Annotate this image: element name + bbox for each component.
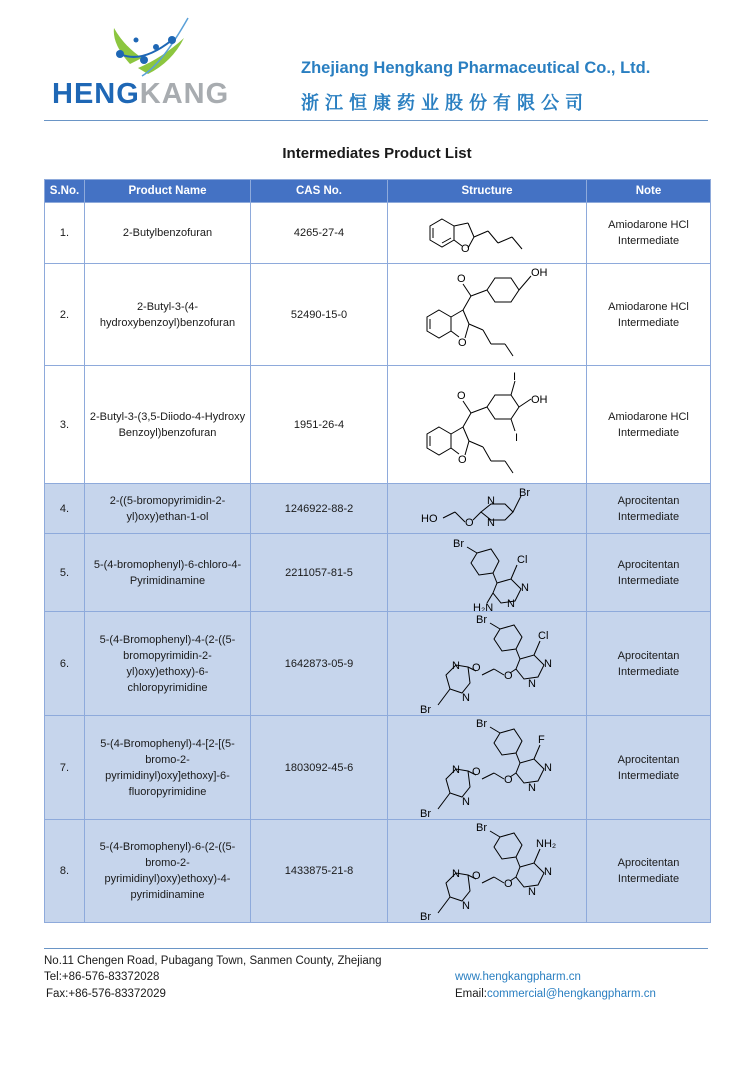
cell-sno: 3. — [45, 366, 85, 484]
atom-label: O — [472, 765, 481, 778]
atom-label: O — [465, 516, 474, 529]
atom-label: N — [462, 795, 470, 808]
atom-label: N — [528, 885, 536, 898]
atom-label: N — [452, 763, 460, 776]
cell-sno: 6. — [45, 612, 85, 716]
structure-2-butyl-3-hydroxybenzoyl-benzofuran — [407, 266, 567, 364]
cell-structure — [388, 203, 587, 264]
col-header-structure: Structure — [388, 180, 587, 203]
cell-sno: 7. — [45, 716, 85, 820]
atom-label: HO — [421, 512, 438, 525]
structure-2-butylbenzofuran — [412, 205, 562, 261]
cell-name: 2-((5-bromopyrimidin-2-yl)oxy)ethan-1-ol — [85, 484, 251, 534]
cell-structure — [388, 612, 587, 716]
atom-label: NH₂ — [536, 837, 557, 850]
footer-divider — [44, 948, 708, 949]
cell-structure — [388, 366, 587, 484]
cell-cas: 4265-27-4 — [251, 203, 388, 264]
atom-label: N — [528, 677, 536, 690]
atom-label: O — [457, 272, 466, 285]
header-divider — [44, 120, 708, 121]
cell-name: 5-(4-bromophenyl)-6-chloro-4-Pyrimidinamine — [85, 534, 251, 612]
cell-name: 5-(4-Bromophenyl)-6-(2-((5-bromo-2-pyrimidinyl)oxy)ethoxy)-4-pyrimidinamine — [85, 820, 251, 923]
atom-label: N — [544, 865, 552, 878]
atom-label: H₂N — [473, 601, 494, 611]
atom-label: Br — [453, 537, 464, 550]
atom-label: O — [504, 877, 513, 890]
atom-label: Br — [420, 910, 431, 922]
cell-cas: 1803092-45-6 — [251, 716, 388, 820]
atom-label: O — [458, 336, 467, 349]
atom-label: Br — [476, 613, 487, 626]
footer-tel: Tel:+86-576-83372028 — [44, 971, 160, 983]
atom-label: Br — [519, 486, 530, 499]
cell-cas: 2211057-81-5 — [251, 534, 388, 612]
structure-2-butyl-3-diiodo-hydroxybenzoyl-benzofuran — [407, 369, 567, 481]
cell-name: 5-(4-Bromophenyl)-4-[2-[(5-bromo-2-pyrimidinyl)oxy]ethoxy]-6-fluoropyrimidine — [85, 716, 251, 820]
page-title: Intermediates Product List — [282, 145, 472, 162]
footer-fax: Fax:+86-576-83372029 — [46, 988, 166, 1000]
atom-label: N — [452, 867, 460, 880]
atom-label: N — [452, 659, 460, 672]
atom-label: Cl — [538, 629, 549, 642]
table-row — [45, 534, 711, 612]
company-name-en: Zhejiang Hengkang Pharmaceutical Co., Ltd. — [301, 59, 651, 77]
atom-label: N — [544, 761, 552, 774]
atom-label: O — [458, 453, 467, 466]
atom-label: O — [472, 661, 481, 674]
atom-label: O — [457, 389, 466, 402]
cell-structure — [388, 484, 587, 534]
company-name-cn: 浙江恒康药业股份有限公司 — [301, 93, 589, 113]
cell-cas: 1951-26-4 — [251, 366, 388, 484]
atom-label: Br — [476, 717, 487, 730]
cell-note: Aprocitentan Intermediate — [587, 534, 711, 612]
cell-sno: 4. — [45, 484, 85, 534]
cell-name: 2-Butylbenzofuran — [85, 203, 251, 264]
brand-part1: HENG — [52, 78, 140, 110]
cell-note: Aprocitentan Intermediate — [587, 716, 711, 820]
cell-structure — [388, 264, 587, 366]
atom-label: Br — [476, 821, 487, 834]
atom-label: N — [487, 516, 495, 529]
cell-sno: 5. — [45, 534, 85, 612]
brand-wordmark — [52, 78, 229, 111]
cell-note: Aprocitentan Intermediate — [587, 612, 711, 716]
table-row — [45, 484, 711, 534]
atom-label: N — [462, 691, 470, 704]
atom-label: I — [513, 370, 517, 383]
cell-sno: 1. — [45, 203, 85, 264]
structure-bromophenyl-bromopyrimidinyloxy-pyrimidinamine — [402, 821, 572, 922]
atom-label: N — [544, 657, 552, 670]
product-table — [44, 179, 711, 923]
cell-structure — [388, 820, 587, 923]
atom-label: O — [472, 869, 481, 882]
cell-name: 5-(4-Bromophenyl)-4-(2-((5-bromopyrimidin-2-yl)oxy)ethoxy)-6-chloropyrimidine — [85, 612, 251, 716]
cell-note: Aprocitentan Intermediate — [587, 484, 711, 534]
atom-label: OH — [531, 266, 548, 279]
cell-cas: 1246922-88-2 — [251, 484, 388, 534]
cell-cas: 52490-15-0 — [251, 264, 388, 366]
atom-label: N — [462, 899, 470, 912]
atom-label: I — [515, 431, 519, 444]
footer-email-label: Email: — [455, 988, 487, 1000]
cell-cas: 1433875-21-8 — [251, 820, 388, 923]
atom-label: O — [461, 243, 470, 255]
cell-structure — [388, 534, 587, 612]
cell-cas: 1642873-05-9 — [251, 612, 388, 716]
structure-bromophenyl-chloro-pyrimidinamine — [407, 535, 567, 611]
atom-label: N — [507, 597, 515, 610]
atom-label: F — [538, 733, 545, 746]
cell-note: Amiodarone HCl Intermediate — [587, 264, 711, 366]
col-header-sno: S.No. — [45, 180, 85, 203]
atom-label: OH — [531, 393, 548, 406]
brand-part2: KANG — [139, 78, 230, 110]
atom-label: Cl — [517, 553, 528, 566]
cell-name: 2-Butyl-3-(3,5-Diiodo-4-Hydroxy Benzoyl)benzofuran — [85, 366, 251, 484]
atom-label: O — [504, 773, 513, 786]
cell-name: 2-Butyl-3-(4-hydroxybenzoyl)benzofuran — [85, 264, 251, 366]
table-row — [45, 716, 711, 820]
cell-note: Aprocitentan Intermediate — [587, 820, 711, 923]
footer-email — [455, 988, 656, 1000]
cell-sno: 2. — [45, 264, 85, 366]
table-header-row — [45, 180, 711, 203]
footer-website-link[interactable]: www.hengkangpharm.cn — [455, 971, 581, 983]
atom-label: N — [528, 781, 536, 794]
cell-note: Amiodarone HCl Intermediate — [587, 203, 711, 264]
cell-note: Amiodarone HCl Intermediate — [587, 366, 711, 484]
col-header-cas: CAS No. — [251, 180, 388, 203]
structure-bromophenyl-bromopyrimidinyloxy-chloropyrimidine — [402, 613, 572, 715]
atom-label: Br — [420, 703, 431, 715]
table-row — [45, 264, 711, 366]
table-row — [45, 612, 711, 716]
col-header-note: Note — [587, 180, 711, 203]
atom-label: Br — [420, 807, 431, 819]
footer-address: No.11 Chengen Road, Pubagang Town, Sanmen County, Zhejiang — [44, 955, 382, 967]
structure-bromophenyl-bromopyrimidinyloxy-fluoropyrimidine — [402, 717, 572, 819]
footer-email-link[interactable]: commercial@hengkangpharm.cn — [486, 988, 656, 1000]
cell-sno: 8. — [45, 820, 85, 923]
atom-label: N — [487, 494, 495, 507]
structure-bromopyrimidinyloxy-ethanol — [407, 486, 567, 532]
cell-structure — [388, 716, 587, 820]
table-row — [45, 203, 711, 264]
atom-label: O — [504, 669, 513, 682]
atom-label: N — [521, 581, 529, 594]
table-row — [45, 820, 711, 923]
col-header-name: Product Name — [85, 180, 251, 203]
table-row — [45, 366, 711, 484]
